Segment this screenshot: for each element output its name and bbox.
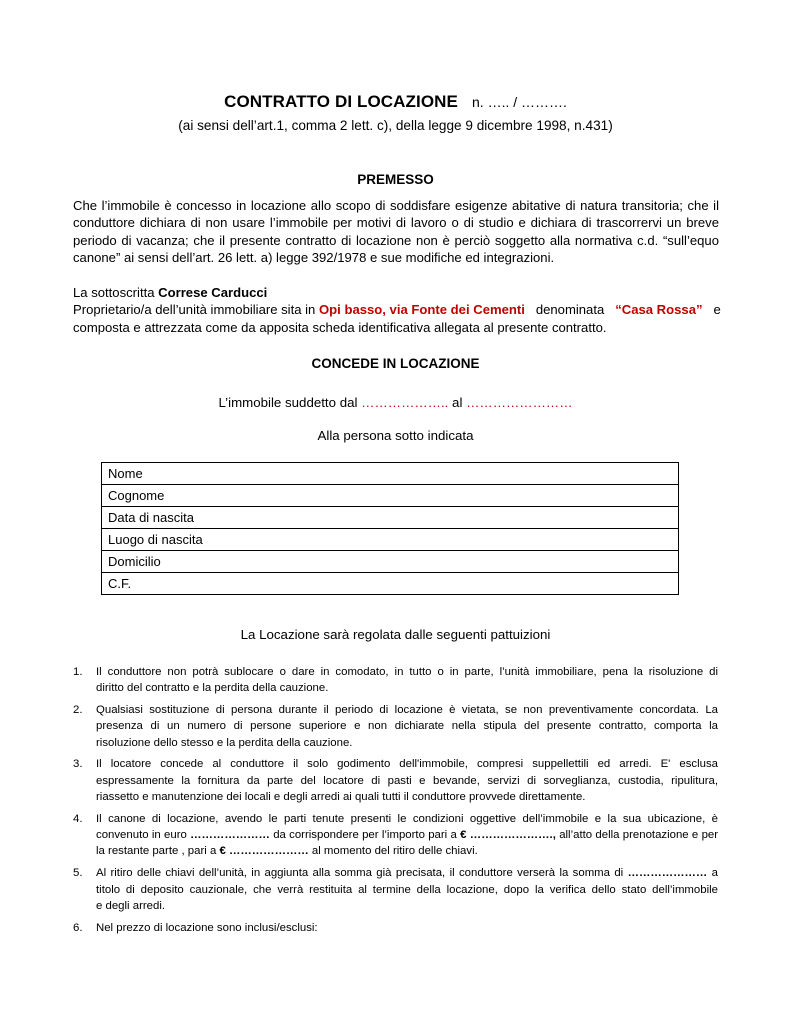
owner-line2-prefix: Proprietario/a dell’unità immobiliare sita in: [73, 302, 316, 318]
clauses-list: [73, 664, 718, 941]
premesso-paragraph: [73, 197, 719, 266]
euro-symbol: €: [460, 829, 467, 842]
list-item: [73, 865, 718, 914]
clause-number: 4.: [73, 812, 83, 825]
period-to-field: ……………………: [466, 395, 573, 410]
clause-text: Al ritiro delle chiavi dell’unità, in aggiunta alla somma già precisata, il conduttore verserà la somma di: [96, 867, 624, 880]
premesso-line: canone” ai sensi dell’art. 26 lett. a) legge 392/1978 e sue modifiche ed integrazioni.: [73, 249, 555, 265]
clause-line: [96, 865, 718, 881]
pattuizioni-intro: La Locazione sarà regolata dalle seguenti pattuizioni: [240, 627, 551, 642]
table-row: [102, 551, 679, 573]
list-item: [73, 702, 718, 751]
owner-name: Correse Carducci: [158, 285, 268, 300]
security-deposit-field: …………………: [627, 867, 708, 880]
clause-line: Nel prezzo di locazione sono inclusi/esclusi:: [96, 921, 318, 934]
clause-line: Il locatore concede al conduttore il solo godimento dell'immobile, compresi suppellettili ed arredi. E' esclusa: [96, 758, 718, 771]
rent-amount-field: …………………: [190, 829, 270, 842]
property-location: Opi basso, via Fonte dei Cementi: [318, 302, 525, 318]
clause-text: al momento del ritiro delle chiavi.: [311, 845, 478, 858]
table-cell: C.F.: [102, 573, 679, 595]
table-row: [102, 463, 679, 485]
clause-line: Il conduttore non potrà sublocare o dare in comodato, in tutto o in parte, l’unità immobiliare, pena la risoluzione di: [96, 666, 718, 678]
title-line: [0, 92, 791, 112]
period-mid: al: [452, 395, 463, 410]
concede-heading: CONCEDE IN LOCAZIONE: [311, 356, 480, 371]
premesso-line: conduttore dichiara di non usare l’immobile per motivi di lavoro o di studio e dichiara di trascorrervi un breve: [73, 215, 719, 231]
clause-text: convenuto in euro: [96, 829, 187, 842]
table-row: [102, 529, 679, 551]
table-cell: Cognome: [102, 485, 679, 507]
owner-line-1: [73, 284, 719, 301]
clause-number: 1.: [73, 666, 83, 678]
table-cell: Luogo di nascita: [102, 529, 679, 551]
table-row: [102, 573, 679, 595]
clause-text: a: [711, 867, 718, 880]
owner-line-3: composta e attrezzata come da apposita scheda identificativa allegata al presente contratto.: [73, 319, 607, 335]
table-cell: Data di nascita: [102, 507, 679, 529]
clause-line: Qualsiasi sostituzione di persona durante il periodo di locazione è vietata, se non preventivamente concordata. La: [96, 704, 718, 717]
contract-subtitle: (ai sensi dell’art.1, comma 2 lett. c), della legge 9 dicembre 1998, n.431): [178, 118, 613, 133]
owner-prefix: La sottoscritta: [73, 285, 155, 300]
denominata-label: denominata: [535, 302, 605, 318]
persona-intro: Alla persona sotto indicata: [317, 428, 474, 443]
premesso-heading: PREMESSO: [357, 172, 434, 187]
clause-line: risoluzione dello stesso e la perdita della cauzione.: [96, 736, 353, 749]
clause-text: all’atto della prenotazione e per: [559, 829, 719, 842]
clause-line: riassetto e manutenzione dei locali e degli arredi ai quali tutti il conduttore provvede direttamente.: [96, 791, 586, 804]
clause-line: espressamente la fornitura da parte del locatore di pasti e bevande, servizi di sorveglianza, custodia, ripulitura,: [96, 774, 718, 787]
clause-number: 5.: [73, 867, 83, 880]
property-name: “Casa Rossa”: [615, 302, 703, 318]
tenant-table: [101, 462, 679, 595]
table-row: [102, 507, 679, 529]
owner-paragraph: [73, 284, 719, 336]
clause-number: 3.: [73, 758, 83, 771]
table-cell: Domicilio: [102, 551, 679, 573]
clause-line: [96, 843, 718, 859]
premesso-line: Che l’immobile è concesso in locazione allo scopo di soddisfare esigenze abitative di natura transitoria; che il: [73, 198, 719, 213]
contract-number: n. ….. / ……….: [472, 94, 567, 110]
table-cell: Nome: [102, 463, 679, 485]
euro-symbol: €: [219, 845, 226, 858]
clause-line: Il canone di locazione, avendo le parti tenute presenti le condizioni oggettive dell’immobile e la sua ubicazione, è: [96, 812, 718, 825]
clause-number: 6.: [73, 921, 83, 934]
period-from-field: ………………..: [361, 395, 449, 410]
clause-line: titolo di deposito cauzionale, che verrà restituita al termine della locazione, dopo la verifica dello stato dell’immobile: [96, 883, 718, 896]
owner-line2-suffix: e: [713, 302, 721, 318]
list-item: [73, 664, 718, 697]
clause-text: da corrispondere per l’importo pari a: [273, 829, 457, 842]
period-line: [0, 395, 791, 410]
contract-title: CONTRATTO DI LOCAZIONE: [224, 92, 458, 111]
clause-line: e degli arredi.: [96, 899, 166, 912]
list-item: [73, 811, 718, 860]
list-item: [73, 756, 718, 805]
balance-amount-field: …………………: [229, 845, 309, 858]
clause-number: 2.: [73, 704, 83, 717]
table-row: [102, 485, 679, 507]
deposit-amount-field: ………………….,: [469, 829, 556, 842]
clause-line: diritto del contratto e la perdita della cauzione.: [96, 682, 329, 695]
clause-text: la restante parte , pari a: [96, 845, 217, 858]
period-prefix: L’immobile suddetto dal: [218, 395, 358, 410]
clause-line: [96, 827, 718, 843]
clause-line: presenza di un numero di persone superiore e non dichiarate nella stipula del presente contratto, comporta la: [96, 720, 718, 733]
owner-line-2: [73, 301, 719, 318]
list-item: [73, 920, 718, 936]
premesso-line: periodo di vacanza; che il presente contratto di locazione non è perciò soggetto alla normativa c.d. “sull’equo: [73, 232, 719, 248]
